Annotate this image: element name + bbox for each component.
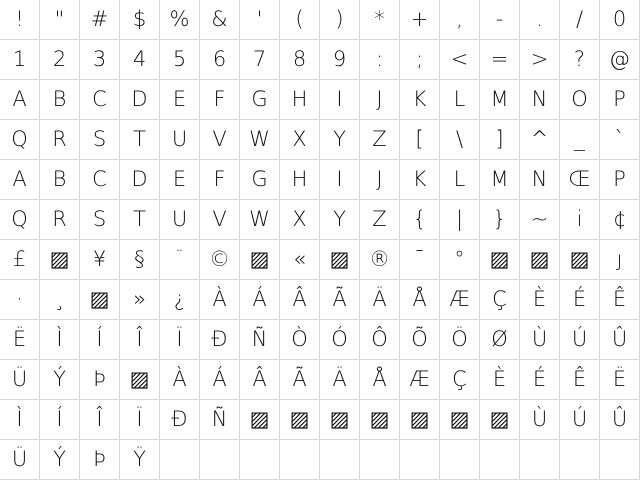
glyph-cell[interactable]: §	[120, 240, 160, 280]
glyph-cell[interactable]: Ô	[360, 320, 400, 360]
glyph-cell[interactable]: 8	[280, 40, 320, 80]
glyph-cell[interactable]: Ø	[480, 320, 520, 360]
glyph-cell[interactable]: ©	[200, 240, 240, 280]
glyph-cell[interactable]: H	[280, 80, 320, 120]
glyph-cell[interactable]: Q	[0, 200, 40, 240]
glyph-cell[interactable]: U	[160, 200, 200, 240]
glyph-cell[interactable]: Ñ	[200, 400, 240, 440]
glyph-cell[interactable]: 0	[600, 0, 640, 40]
glyph-cell[interactable]: D	[120, 80, 160, 120]
glyph-cell[interactable]: B	[40, 160, 80, 200]
glyph-cell[interactable]: Ê	[560, 360, 600, 400]
glyph-cell[interactable]: I	[320, 160, 360, 200]
glyph-cell[interactable]: M	[480, 80, 520, 120]
glyph-cell[interactable]: Ð	[160, 400, 200, 440]
glyph-cell[interactable]: Ú	[560, 400, 600, 440]
glyph-cell[interactable]: Ì	[0, 400, 40, 440]
glyph-cell[interactable]: E	[160, 160, 200, 200]
glyph-cell[interactable]: %	[160, 0, 200, 40]
glyph-cell[interactable]: &	[200, 0, 240, 40]
glyph-cell[interactable]: 6	[200, 40, 240, 80]
glyph-cell[interactable]: V	[200, 200, 240, 240]
glyph-cell[interactable]: Ú	[560, 320, 600, 360]
glyph-cell[interactable]: S	[80, 200, 120, 240]
glyph-cell[interactable]: Z	[360, 120, 400, 160]
glyph-cell-empty	[200, 440, 240, 480]
glyph-cell[interactable]: Í	[40, 400, 80, 440]
glyph-cell[interactable]: Î	[120, 320, 160, 360]
glyph-cell[interactable]: ▨	[400, 400, 440, 440]
glyph-cell[interactable]: 1	[0, 40, 40, 80]
glyph-cell[interactable]: Z	[360, 200, 400, 240]
glyph-cell[interactable]: \	[440, 120, 480, 160]
glyph-cell[interactable]: M	[480, 160, 520, 200]
glyph-cell[interactable]: Ì	[40, 320, 80, 360]
glyph-cell[interactable]: A	[0, 80, 40, 120]
glyph-cell[interactable]: ^	[520, 120, 560, 160]
glyph-cell[interactable]: [	[400, 120, 440, 160]
glyph-cell[interactable]: ·	[0, 280, 40, 320]
glyph-cell[interactable]: ▨	[320, 240, 360, 280]
glyph-cell[interactable]: T	[120, 120, 160, 160]
glyph-cell[interactable]: »	[120, 280, 160, 320]
glyph-cell[interactable]: £	[0, 240, 40, 280]
glyph-cell[interactable]: ▨	[560, 240, 600, 280]
glyph-cell[interactable]: Î	[80, 400, 120, 440]
glyph-cell[interactable]: C	[80, 80, 120, 120]
glyph-cell[interactable]: ▨	[320, 400, 360, 440]
glyph-cell[interactable]: O	[560, 80, 600, 120]
glyph-cell[interactable]: 4	[120, 40, 160, 80]
glyph-cell[interactable]: ▨	[80, 280, 120, 320]
glyph-cell[interactable]: W	[240, 200, 280, 240]
glyph-cell[interactable]: Û	[600, 320, 640, 360]
glyph-cell[interactable]: É	[520, 360, 560, 400]
glyph-cell[interactable]: Á	[240, 280, 280, 320]
glyph-cell[interactable]: 7	[240, 40, 280, 80]
glyph-cell[interactable]: Ä	[320, 360, 360, 400]
glyph-cell[interactable]: !	[0, 0, 40, 40]
glyph-cell[interactable]: Ã	[280, 360, 320, 400]
glyph-cell[interactable]: $	[120, 0, 160, 40]
glyph-cell[interactable]: i	[560, 200, 600, 240]
glyph-cell[interactable]: ?	[560, 40, 600, 80]
glyph-cell[interactable]: ¥	[80, 240, 120, 280]
glyph-cell[interactable]: Ÿ	[120, 440, 160, 480]
glyph-cell[interactable]: C	[80, 160, 120, 200]
glyph-cell[interactable]: K	[400, 80, 440, 120]
glyph-cell[interactable]: Ë	[600, 360, 640, 400]
glyph-cell[interactable]: °	[440, 240, 480, 280]
glyph-cell[interactable]: U	[160, 120, 200, 160]
glyph-cell[interactable]: +	[400, 0, 440, 40]
glyph-cell[interactable]: ¢	[600, 200, 640, 240]
glyph-cell[interactable]: Å	[400, 280, 440, 320]
glyph-cell[interactable]: Ë	[0, 320, 40, 360]
glyph-cell[interactable]: ,	[440, 0, 480, 40]
glyph-cell[interactable]: ®	[360, 240, 400, 280]
glyph-cell[interactable]: D	[120, 160, 160, 200]
glyph-cell[interactable]: Ç	[440, 360, 480, 400]
glyph-cell[interactable]: ▨	[240, 400, 280, 440]
glyph-cell[interactable]: ¯	[400, 240, 440, 280]
glyph-cell[interactable]: Ù	[520, 400, 560, 440]
glyph-cell[interactable]: 3	[80, 40, 120, 80]
glyph-cell[interactable]: H	[280, 160, 320, 200]
glyph-cell[interactable]: Ã	[320, 280, 360, 320]
glyph-cell[interactable]: ▨	[520, 240, 560, 280]
glyph-cell[interactable]: Ò	[280, 320, 320, 360]
glyph-cell[interactable]: Õ	[400, 320, 440, 360]
glyph-cell-empty	[160, 440, 200, 480]
glyph-cell[interactable]: Ï	[120, 400, 160, 440]
glyph-cell-empty	[320, 440, 360, 480]
glyph-cell[interactable]: Ï	[160, 320, 200, 360]
glyph-cell[interactable]: '	[240, 0, 280, 40]
glyph-cell[interactable]: /	[560, 0, 600, 40]
glyph-cell[interactable]: T	[120, 200, 160, 240]
glyph-cell[interactable]: {	[400, 200, 440, 240]
glyph-cell[interactable]: ▨	[360, 400, 400, 440]
glyph-cell[interactable]: Å	[360, 360, 400, 400]
glyph-cell-empty	[520, 440, 560, 480]
glyph-cell[interactable]: =	[480, 40, 520, 80]
glyph-cell[interactable]: Ü	[0, 440, 40, 480]
glyph-cell[interactable]: P	[600, 160, 640, 200]
glyph-cell[interactable]: 5	[160, 40, 200, 80]
glyph-cell-empty	[280, 440, 320, 480]
glyph-cell[interactable]: R	[40, 120, 80, 160]
glyph-cell-empty	[240, 440, 280, 480]
glyph-cell[interactable]: É	[560, 280, 600, 320]
glyph-cell[interactable]: È	[520, 280, 560, 320]
glyph-cell[interactable]: ▨	[480, 240, 520, 280]
glyph-cell[interactable]: X	[280, 200, 320, 240]
glyph-cell[interactable]: Ð	[200, 320, 240, 360]
glyph-cell[interactable]: }	[480, 200, 520, 240]
glyph-cell[interactable]: 2	[40, 40, 80, 80]
glyph-cell-empty	[360, 440, 400, 480]
glyph-cell[interactable]: Æ	[440, 280, 480, 320]
glyph-cell[interactable]: *	[360, 0, 400, 40]
glyph-cell[interactable]: G	[240, 160, 280, 200]
glyph-cell[interactable]: F	[200, 80, 240, 120]
glyph-cell[interactable]: Þ	[80, 360, 120, 400]
glyph-cell[interactable]: P	[600, 80, 640, 120]
glyph-cell[interactable]: "	[40, 0, 80, 40]
glyph-cell[interactable]: L	[440, 80, 480, 120]
glyph-cell[interactable]: Æ	[400, 360, 440, 400]
glyph-cell-empty	[600, 440, 640, 480]
glyph-cell[interactable]: ]	[480, 120, 520, 160]
glyph-cell[interactable]: R	[40, 200, 80, 240]
glyph-cell[interactable]: E	[160, 80, 200, 120]
glyph-cell[interactable]: «	[280, 240, 320, 280]
glyph-cell[interactable]: F	[200, 160, 240, 200]
glyph-cell[interactable]: S	[80, 120, 120, 160]
glyph-cell[interactable]: ¸	[40, 280, 80, 320]
glyph-cell[interactable]: >	[520, 40, 560, 80]
glyph-cell[interactable]: Þ	[80, 440, 120, 480]
glyph-cell-empty	[560, 440, 600, 480]
glyph-cell[interactable]: Â	[240, 360, 280, 400]
glyph-cell[interactable]: Ó	[320, 320, 360, 360]
glyph-cell[interactable]: À	[160, 360, 200, 400]
glyph-cell[interactable]: -	[480, 0, 520, 40]
glyph-cell[interactable]: `	[600, 120, 640, 160]
glyph-cell[interactable]: I	[320, 80, 360, 120]
glyph-cell[interactable]: B	[40, 80, 80, 120]
glyph-cell[interactable]: .	[520, 0, 560, 40]
glyph-cell[interactable]: |	[440, 200, 480, 240]
glyph-cell-empty	[440, 440, 480, 480]
glyph-cell[interactable]: V	[200, 120, 240, 160]
glyph-cell[interactable]: A	[0, 160, 40, 200]
glyph-cell[interactable]: N	[520, 160, 560, 200]
glyph-cell[interactable]: J	[360, 160, 400, 200]
glyph-cell[interactable]: ▨	[240, 240, 280, 280]
glyph-cell[interactable]: Q	[0, 120, 40, 160]
glyph-cell[interactable]: #	[80, 0, 120, 40]
glyph-cell[interactable]: À	[200, 280, 240, 320]
glyph-cell[interactable]: )	[320, 0, 360, 40]
glyph-cell-empty	[480, 440, 520, 480]
glyph-cell[interactable]: :	[360, 40, 400, 80]
glyph-cell[interactable]: Ù	[520, 320, 560, 360]
glyph-cell[interactable]: ▨	[280, 400, 320, 440]
glyph-cell[interactable]: ¿	[160, 280, 200, 320]
glyph-cell[interactable]: Ü	[0, 360, 40, 400]
glyph-cell[interactable]: L	[440, 160, 480, 200]
glyph-cell[interactable]: ¨	[160, 240, 200, 280]
glyph-cell[interactable]: ▨	[40, 240, 80, 280]
glyph-cell[interactable]: N	[520, 80, 560, 120]
glyph-cell[interactable]: @	[600, 40, 640, 80]
glyph-cell[interactable]: W	[240, 120, 280, 160]
glyph-cell[interactable]: K	[400, 160, 440, 200]
glyph-cell[interactable]: X	[280, 120, 320, 160]
glyph-cell[interactable]: Ý	[40, 440, 80, 480]
glyph-cell[interactable]: Ñ	[240, 320, 280, 360]
glyph-cell[interactable]: Y	[320, 200, 360, 240]
glyph-cell[interactable]: ~	[520, 200, 560, 240]
glyph-cell[interactable]: Í	[80, 320, 120, 360]
glyph-cell[interactable]: J	[360, 80, 400, 120]
glyph-cell[interactable]: <	[440, 40, 480, 80]
glyph-cell[interactable]: (	[280, 0, 320, 40]
glyph-cell[interactable]: ȷ	[600, 240, 640, 280]
glyph-cell[interactable]: Y	[320, 120, 360, 160]
glyph-cell[interactable]: È	[480, 360, 520, 400]
glyph-cell[interactable]: Œ	[560, 160, 600, 200]
glyph-cell[interactable]: ▨	[120, 360, 160, 400]
glyph-cell[interactable]: Ö	[440, 320, 480, 360]
glyph-cell[interactable]: Ç	[480, 280, 520, 320]
glyph-cell[interactable]: 9	[320, 40, 360, 80]
glyph-cell[interactable]: ▨	[480, 400, 520, 440]
glyph-cell[interactable]: Ý	[40, 360, 80, 400]
glyph-cell[interactable]: ;	[400, 40, 440, 80]
glyph-cell[interactable]: G	[240, 80, 280, 120]
glyph-cell[interactable]: _	[560, 120, 600, 160]
glyph-cell[interactable]: Û	[600, 400, 640, 440]
glyph-cell[interactable]: Â	[280, 280, 320, 320]
glyph-cell[interactable]: ▨	[440, 400, 480, 440]
glyph-cell-empty	[400, 440, 440, 480]
glyph-cell[interactable]: Á	[200, 360, 240, 400]
glyph-cell[interactable]: Ê	[600, 280, 640, 320]
glyph-cell[interactable]: Ä	[360, 280, 400, 320]
